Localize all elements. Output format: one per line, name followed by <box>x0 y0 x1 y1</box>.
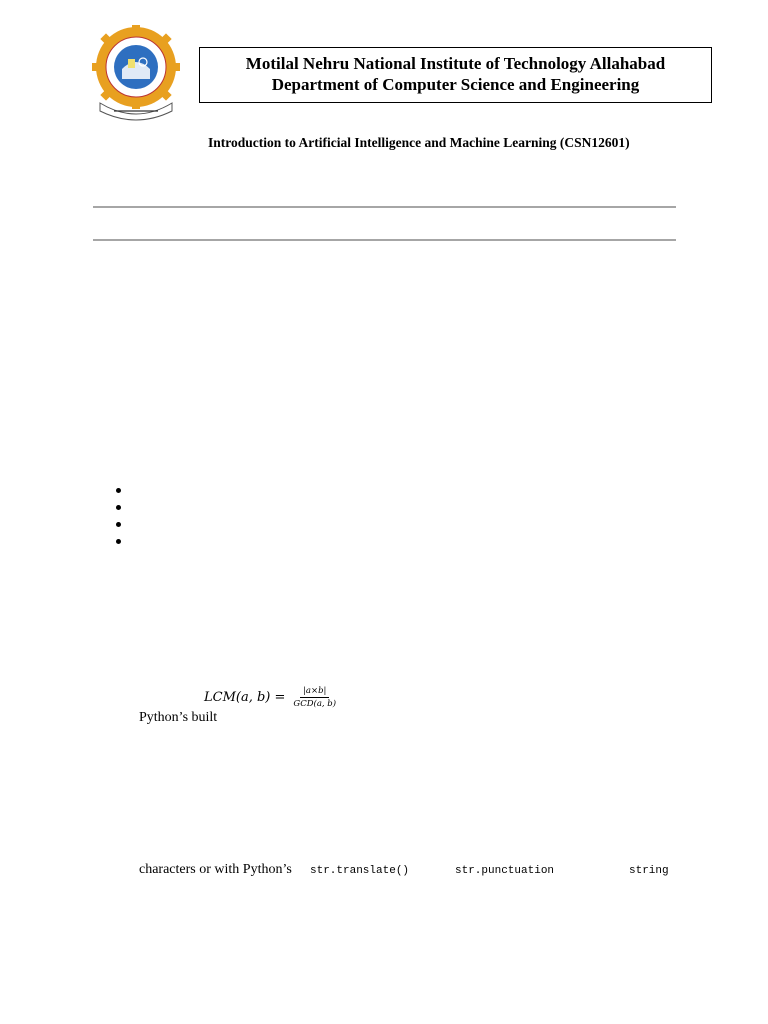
divider-bottom <box>93 239 676 241</box>
formula-denominator: GCD(a, b) <box>293 698 337 709</box>
bullet-dot <box>116 522 121 527</box>
bullet-dot <box>116 505 121 510</box>
course-title: Introduction to Artificial Intelligence and Machine Learning (CSN12601) <box>208 135 630 150</box>
lcm-formula <box>204 681 336 713</box>
bullet-dot <box>116 539 121 544</box>
list-item <box>113 515 125 532</box>
list-item <box>113 481 125 498</box>
formula-numerator: |a×b| <box>300 686 329 698</box>
institute-logo <box>92 25 180 121</box>
code-string: string <box>629 865 669 877</box>
header-title-box <box>199 47 712 103</box>
characters-text: characters or with Python’s <box>139 862 292 877</box>
code-punctuation: str.punctuation <box>455 865 555 877</box>
department-name: Department of Computer Science and Engineering <box>271 75 640 94</box>
list-item <box>113 532 125 549</box>
formula-lhs: LCM(a, b) = <box>204 689 286 705</box>
formula-fraction <box>293 686 336 709</box>
bullet-list <box>113 481 125 549</box>
builtin-text: Python’s built <box>139 710 218 725</box>
institute-name: Motilal Nehru National Institute of Technology Allahabad <box>245 54 666 73</box>
divider-top <box>93 206 676 208</box>
code-translate: str.translate() <box>310 865 410 877</box>
list-item <box>113 498 125 515</box>
bullet-dot <box>116 488 121 493</box>
